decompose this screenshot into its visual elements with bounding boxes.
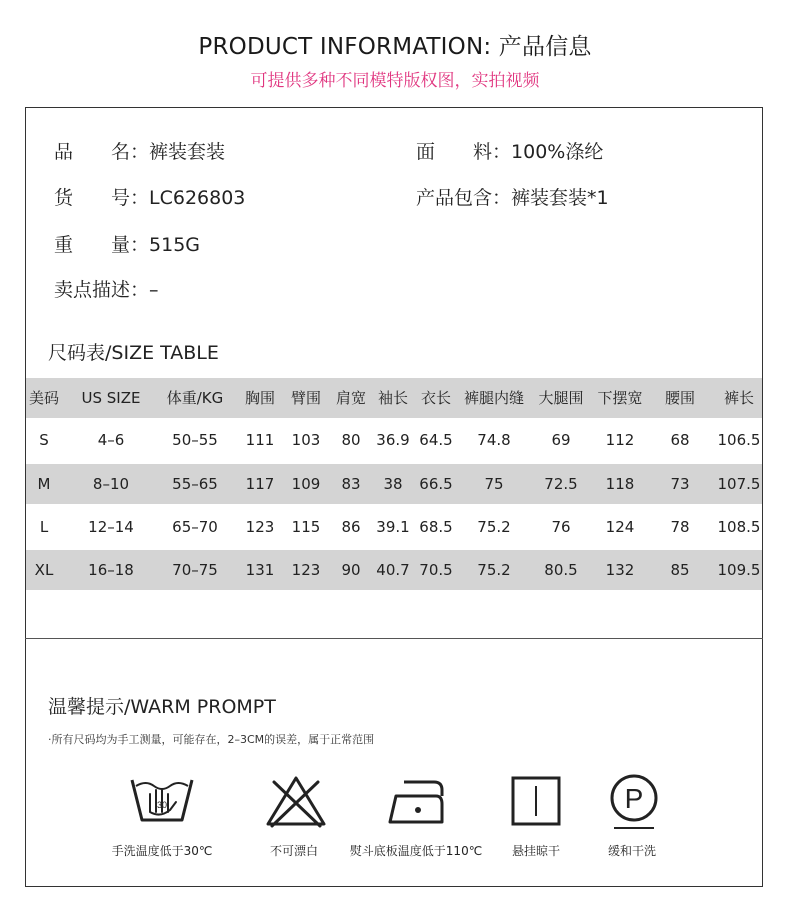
info-contents-label: 产品包含： [416, 187, 512, 209]
table-cell: 16–18 [88, 561, 134, 579]
info-fabric-value: 100%涤纶 [511, 141, 604, 163]
size-table-header: 大腿围 [538, 389, 584, 407]
table-cell: 64.5 [419, 431, 453, 449]
line-dry-icon [505, 772, 569, 832]
table-cell: 78 [670, 518, 690, 536]
table-cell: 106.5 [717, 431, 761, 449]
table-cell: 117 [245, 475, 275, 493]
size-table-header: 美码 [28, 389, 59, 407]
table-cell: S [39, 431, 49, 449]
table-cell: 38 [383, 475, 403, 493]
size-table-header-row [26, 378, 762, 418]
table-cell: 109.5 [717, 561, 761, 579]
table-cell: 70–75 [172, 561, 218, 579]
warm-prompt-title: 温馨提示/WARM PROMPT [48, 696, 276, 718]
table-row [26, 507, 762, 547]
table-cell: 55–65 [172, 475, 218, 493]
care-label: 缓和干洗 [607, 844, 656, 858]
page-subtitle: 可提供多种不同模特版权图，实拍视频 [250, 71, 540, 91]
table-cell: 111 [245, 431, 275, 449]
table-cell: XL [34, 561, 54, 579]
table-cell: 66.5 [419, 475, 453, 493]
info-item [54, 183, 245, 210]
info-weight-value: 515G [149, 234, 201, 256]
care-label: 熨斗底板温度低于110℃ [349, 844, 483, 858]
hand-wash-30-icon [130, 772, 194, 832]
table-row [26, 420, 762, 460]
size-table-header: 裤长 [723, 389, 754, 407]
info-contents [416, 183, 609, 210]
table-cell: 90 [341, 561, 361, 579]
table-cell: 86 [341, 518, 361, 536]
dry-clean-letter: P [624, 783, 644, 814]
size-table-header: 下摆宽 [597, 389, 643, 407]
size-table-title: 尺码表/SIZE TABLE [48, 342, 219, 364]
info-item-label: 货 号： [54, 187, 150, 209]
table-row [26, 550, 762, 590]
table-cell: 12–14 [88, 518, 134, 536]
info-selling-value: – [149, 279, 159, 301]
table-cell: 132 [605, 561, 635, 579]
table-cell: 73 [670, 475, 690, 493]
table-cell: 80.5 [544, 561, 578, 579]
size-table-header: 肩宽 [335, 389, 366, 407]
page-title: PRODUCT INFORMATION: 产品信息 [198, 34, 592, 60]
table-cell: 74.8 [477, 431, 511, 449]
table-cell: 4–6 [97, 431, 125, 449]
dry-clean-p-icon [602, 772, 666, 832]
table-row [26, 464, 762, 504]
table-cell: 123 [291, 561, 321, 579]
care-label: 不可漂白 [269, 844, 318, 858]
table-cell: 131 [245, 561, 275, 579]
info-selling-label: 卖点描述： [54, 279, 150, 301]
info-weight [54, 230, 200, 257]
table-cell: 85 [670, 561, 690, 579]
size-table-header: 臂围 [290, 389, 321, 407]
table-cell: 70.5 [419, 561, 453, 579]
table-cell: 118 [605, 475, 635, 493]
size-table-header: 袖长 [377, 389, 408, 407]
table-cell: L [39, 518, 49, 536]
size-table-header: 体重/KG [166, 389, 224, 407]
table-cell: 39.1 [376, 518, 410, 536]
table-cell: 80 [341, 431, 361, 449]
size-table-header: 衣长 [420, 389, 451, 407]
size-table-header: US SIZE [81, 389, 141, 407]
table-cell: 75.2 [477, 518, 511, 536]
table-cell: 76 [551, 518, 571, 536]
table-cell: 65–70 [172, 518, 218, 536]
info-fabric [416, 137, 603, 164]
table-cell: M [37, 475, 51, 493]
size-table-header: 胸围 [244, 389, 275, 407]
table-cell: 103 [291, 431, 321, 449]
info-contents-value: 裤装套装*1 [511, 187, 609, 209]
table-cell: 112 [605, 431, 635, 449]
table-cell: 50–55 [172, 431, 218, 449]
info-selling [54, 275, 159, 302]
table-cell: 8–10 [92, 475, 130, 493]
table-cell: 75 [484, 475, 504, 493]
iron-low-icon [386, 772, 450, 832]
care-label: 悬挂晾干 [511, 844, 560, 858]
table-cell: 69 [551, 431, 571, 449]
info-name-value: 裤装套装 [149, 141, 226, 163]
table-cell: 72.5 [544, 475, 578, 493]
info-weight-label: 重 量： [54, 234, 150, 256]
wash-temp-number: 30 [156, 800, 168, 810]
table-cell: 75.2 [477, 561, 511, 579]
table-cell: 115 [291, 518, 321, 536]
info-item-value: LC626803 [149, 187, 246, 209]
table-cell: 68.5 [419, 518, 453, 536]
care-label: 手洗温度低于30℃ [111, 844, 213, 858]
table-cell: 83 [341, 475, 361, 493]
table-cell: 109 [291, 475, 321, 493]
table-cell: 123 [245, 518, 275, 536]
info-name-label: 品 名： [54, 141, 150, 163]
size-table-header: 腰围 [664, 389, 695, 407]
size-table-header: 裤腿内缝 [463, 389, 524, 407]
table-cell: 108.5 [717, 518, 761, 536]
table-cell: 36.9 [376, 431, 410, 449]
table-cell: 68 [670, 431, 690, 449]
no-bleach-icon [264, 772, 328, 832]
info-name [54, 137, 225, 164]
info-fabric-label: 面 料： [416, 141, 512, 163]
section-divider [25, 638, 763, 639]
measurement-note: ·所有尺码均为手工测量，可能存在，2–3CM的误差，属于正常范围 [48, 733, 375, 746]
table-cell: 107.5 [717, 475, 761, 493]
table-cell: 124 [605, 518, 635, 536]
table-cell: 40.7 [376, 561, 410, 579]
